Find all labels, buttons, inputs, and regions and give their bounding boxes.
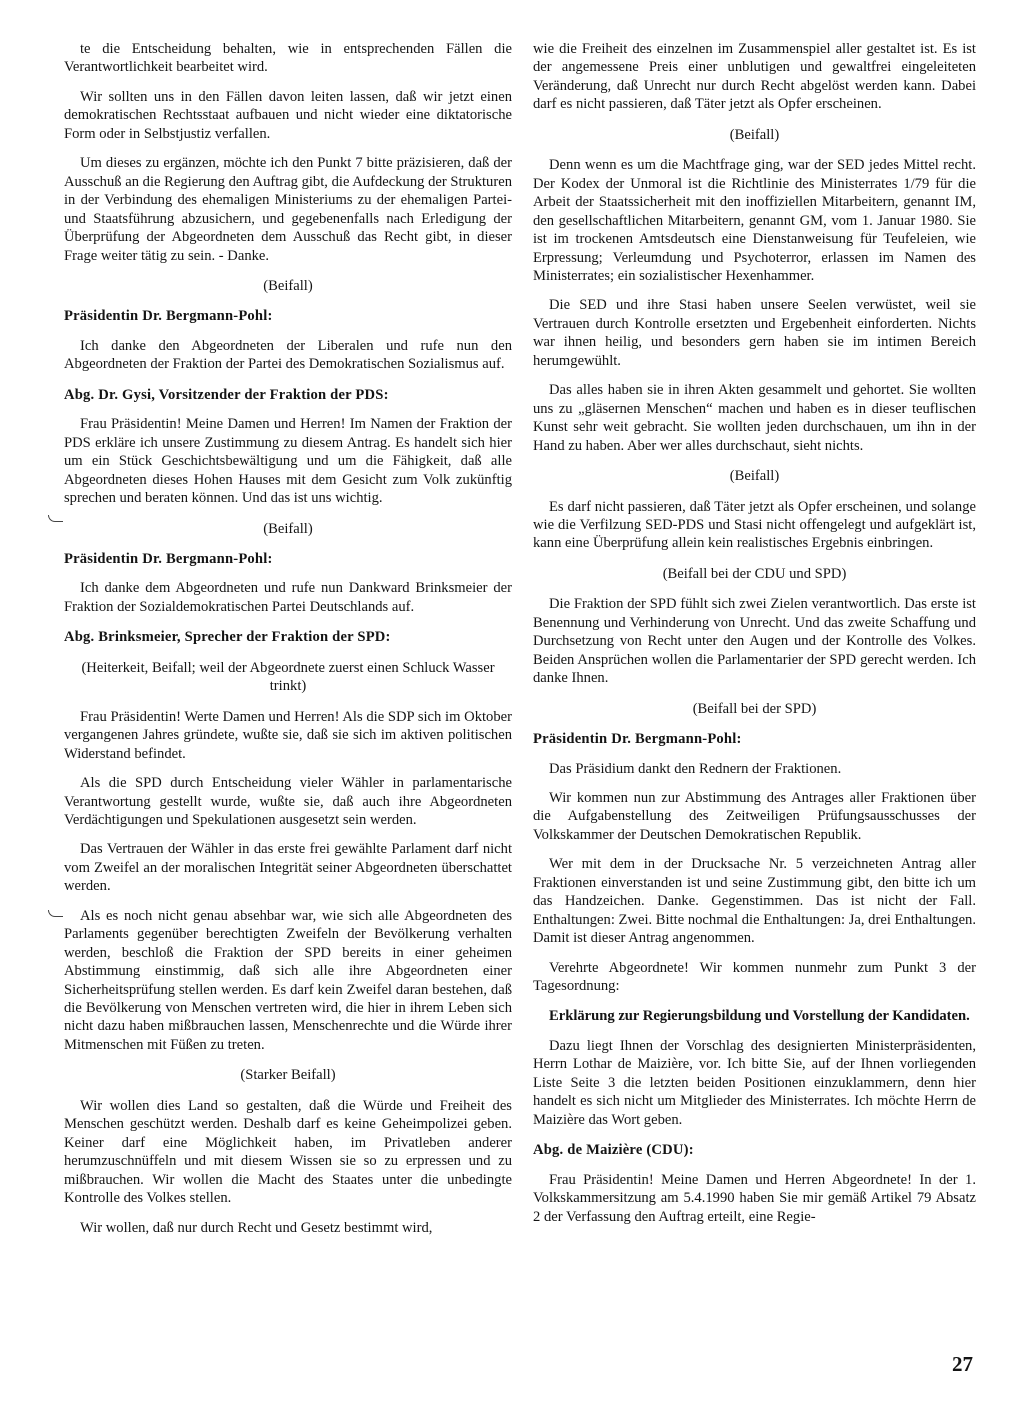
- stage-direction: (Starker Beifall): [240, 1067, 336, 1084]
- margin-mark: [48, 515, 63, 522]
- paragraph: Wir sollten uns in den Fällen davon leiten lassen, daß wir jetzt einen demokratischen Rechtsstaat aufbauen und nicht wieder eine diktatorische Form oder in Selbstjustiz verfallen.: [64, 88, 512, 142]
- page-number: 27: [952, 1352, 973, 1376]
- paragraph: te die Entscheidung behalten, wie in entsprechenden Fällen die Verantwortlichkeit bearbeitet wird.: [64, 41, 512, 76]
- paragraph: Wer mit dem in der Drucksache Nr. 5 verzeichneten Antrag aller Fraktionen einverstanden ist und seine Zustimmung gibt, den bitte ich um das Handzeichen. Danke. Gegenstimmen. Das ist nicht der Fall. Enthaltungen: Zwei. Bitte nochmal die Enthaltungen: Ja, drei Enthaltungen. Damit ist dieser Antrag angenommen.: [533, 856, 976, 947]
- stage-direction: (Beifall): [729, 468, 780, 485]
- paragraph: Wir wollen dies Land so gestalten, daß die Würde und Freiheit des Menschen geschützt werden. Deshalb darf es keine Geheimpolizei geben. Keiner darf eine Möglichkeit haben, im Privatleben anderer herumzuschnüffeln und mit diesem Wissen sie so zu erpressen und zu mißbrauchen. Wir wollen die Macht des Staates unter die unbedingte Kontrolle des Volkes stellen.: [64, 1097, 512, 1207]
- paragraph: Das Präsidium dankt den Rednern der Fraktionen.: [549, 760, 842, 777]
- paragraph: Wir wollen, daß nur durch Recht und Gesetz bestimmt wird,: [80, 1219, 433, 1236]
- stage-direction: (Beifall bei der SPD): [692, 700, 817, 717]
- paragraph: Die Fraktion der SPD fühlt sich zwei Zielen verantwortlich. Das erste ist Benennung und Verhinderung von Unrecht. Und das zweite Schaffung und Durchsetzung von Recht unter den Augen und der Kontrolle des Volkes. Beiden Ansprüchen wollen die Parlamentarier der SPD gerecht werden. Ich danke Ihnen.: [533, 596, 976, 687]
- stage-direction: (Beifall): [729, 126, 780, 143]
- paragraph: Frau Präsidentin! Meine Damen und Herren Abgeordnete! In der 1. Volkskammersitzung am 5.4.1990 haben Sie mir gemäß Artikel 79 Absatz 2 der Verfassung den Auftrag erteilt, eine Regie-: [533, 1171, 976, 1225]
- stage-direction: (Heiterkeit, Beifall; weil der Abgeordnete zuerst einen Schluck Wasser trinkt): [81, 659, 495, 695]
- paragraph: Die SED und ihre Stasi haben unsere Seelen verwüstet, weil sie Vertrauen durch Kontrolle ersetzten und Ergebenheit einforderten. Nichts war ihnen heilig, und besonders gern haben sie im intimen Bereich herumgewühlt.: [533, 297, 976, 369]
- paragraph: Als es noch nicht genau absehbar war, wie sich alle Abgeordneten des Parlaments gegenüber berechtigten Zweifeln der Bevölkerung verhalten werden, beschloß die Fraktion der SPD bereits in einer geheimen Abstimmung einstimmig, daß sich alle ihre Abgeordneten einer Sicherheitsprüfung stellen werden. Es darf kein Zweifel daran bestehen, daß die Bevölkerung von Menschen vertreten wird, die hier in ihrem Leben sich nicht dazu haben mißbrauchen lassen, Menschenrechte und die Würde ihrer Mitmenschen mit Füßen zu treten.: [64, 907, 512, 1053]
- paragraph: Ich danke den Abgeordneten der Liberalen und rufe nun den Abgeordneten der Fraktion der Partei des Demokratischen Sozialismus auf.: [64, 337, 512, 373]
- right-column: [533, 40, 976, 1226]
- left-column: [64, 40, 512, 1237]
- paragraph: Das Vertrauen der Wähler in das erste frei gewählte Parlament darf nicht vom Zweifel an der moralischen Integrität seiner Abgeordneten überschattet werden.: [64, 841, 512, 895]
- speaker-heading: Präsidentin Dr. Bergmann-Pohl:: [64, 550, 273, 567]
- paragraph: Frau Präsidentin! Meine Damen und Herren! Im Namen der Fraktion der PDS erkläre ich unsere Zustimmung zu diesem Antrag. Es handelt sich hier um ein Stück Geschichtsbewältigung und um die Fähigkeit, daß alle Abgeordneten dieses Hohen Hauses mit dem Gesicht zum Volk zukünftig sprechen und beraten können. Und das ist uns wichtig.: [64, 416, 512, 507]
- paragraph: wie die Freiheit des einzelnen im Zusammenspiel aller gestaltet ist. Es ist der angemessene Preis einer unblutigen und gewaltfrei eingeleiteten Veränderung, daß Unrecht nur durch Recht abgelöst werden kann. Dabei darf es nicht passieren, daß Täter jetzt als Opfer erscheinen.: [533, 41, 976, 113]
- paragraph: Um dieses zu ergänzen, möchte ich den Punkt 7 bitte präzisieren, daß der Ausschuß an die Regierung den Auftrag gibt, die Aufdeckung der Strukturen in der Verbindung des ehemaligen Ministeriums zu der ehemaligen Partei- und Staatsführung abzusichern, und gegebenenfalls nach Erledigung der Überprüfung der Abgeordneten dem Ausschuß das Recht gibt, in dieser Frage weiter tätig zu sein. - Danke.: [64, 155, 512, 264]
- stage-direction: (Beifall): [263, 277, 313, 294]
- paragraph: Frau Präsidentin! Werte Damen und Herren! Als die SDP sich im Oktober vergangenen Jahres gründete, wußte sie, daß sie sich im aktiven politischen Widerstand befindet.: [64, 708, 512, 762]
- speaker-heading: Präsidentin Dr. Bergmann-Pohl:: [64, 308, 273, 325]
- speaker-heading: Abg. Dr. Gysi, Vorsitzender der Fraktion der PDS:: [64, 386, 389, 403]
- paragraph: Das alles haben sie in ihren Akten gesammelt und gehortet. Sie wollten uns zu „gläsernen Menschen“ machen und haben es in dieser teuflischen Kunst sehr weit gebracht. Sie wollten jeden durchschauen, um ihn in der Hand zu haben. Aber wer alles durchschaut, sieht nichts.: [533, 382, 976, 454]
- stage-direction: (Beifall bei der CDU und SPD): [662, 565, 847, 582]
- paragraph: Als die SPD durch Entscheidung vieler Wähler in parlamentarische Verantwortung gestellt wurde, wußte sie, daß auch ihre Abgeordneten Verdächtigungen und Spekulationen ausgesetzt sein werden.: [64, 775, 512, 828]
- speaker-heading: Präsidentin Dr. Bergmann-Pohl:: [533, 731, 742, 748]
- margin-mark: [48, 910, 63, 917]
- paragraph: Verehrte Abgeordnete! Wir kommen nunmehr zum Punkt 3 der Tagesordnung:: [533, 959, 976, 995]
- paragraph: Ich danke dem Abgeordneten und rufe nun Dankward Brinksmeier der Fraktion der Sozialdemokratischen Partei Deutschlands auf.: [64, 580, 512, 615]
- paragraph: Wir kommen nun zur Abstimmung des Antrages aller Fraktionen über die Aufgabenstellung des Zeitweiligen Prüfungsausschusses der Volkskammer der Deutschen Demokratischen Republik.: [533, 789, 976, 843]
- speaker-heading: Abg. Brinksmeier, Sprecher der Fraktion der SPD:: [64, 629, 391, 646]
- speaker-heading: Abg. de Maizière (CDU):: [533, 1142, 694, 1159]
- stage-direction: (Beifall): [263, 520, 313, 537]
- paragraph: Dazu liegt Ihnen der Vorschlag des designierten Ministerpräsidenten, Herrn Lothar de Maizière, vor. Ich bitte Sie, auf der Ihnen vorliegenden Liste Seite 3 die letzten beiden Positionen einzuklammern, denn hier handelt es sich nicht um Mitglieder des Ministerrates. Ich möchte Herrn de Maizière das Wort geben.: [533, 1037, 976, 1128]
- paragraph: Es darf nicht passieren, daß Täter jetzt als Opfer erscheinen, und solange wie die Verfilzung SED-PDS und Stasi nicht offengelegt und aufgeklärt ist, kann eine Überprüfung allein kein realistisches Ergebnis einbringen.: [533, 498, 976, 552]
- agenda-item: Erklärung zur Regierungsbildung und Vorstellung der Kandidaten.: [549, 1008, 970, 1025]
- paragraph: Denn wenn es um die Machtfrage ging, war der SED jedes Mittel recht. Der Kodex der Unmoral ist die Richtlinie des Ministerrates 1/79 für die Arbeit der Staatssicherheit mit den inoffiziellen Mitarbeitern, genannt IM, den gesellschaftlichen Mitarbeitern, genannt GM, vom 1. Januar 1980. Sie ist im trockenen Amtsdeutsch eine Dienstanweisung für Teufeleien, wie Erpressung; Verleumdung und Psychoterror, erlassen im Namen des Ministerrates; ein sozialistischer Hexenhammer.: [533, 157, 976, 284]
